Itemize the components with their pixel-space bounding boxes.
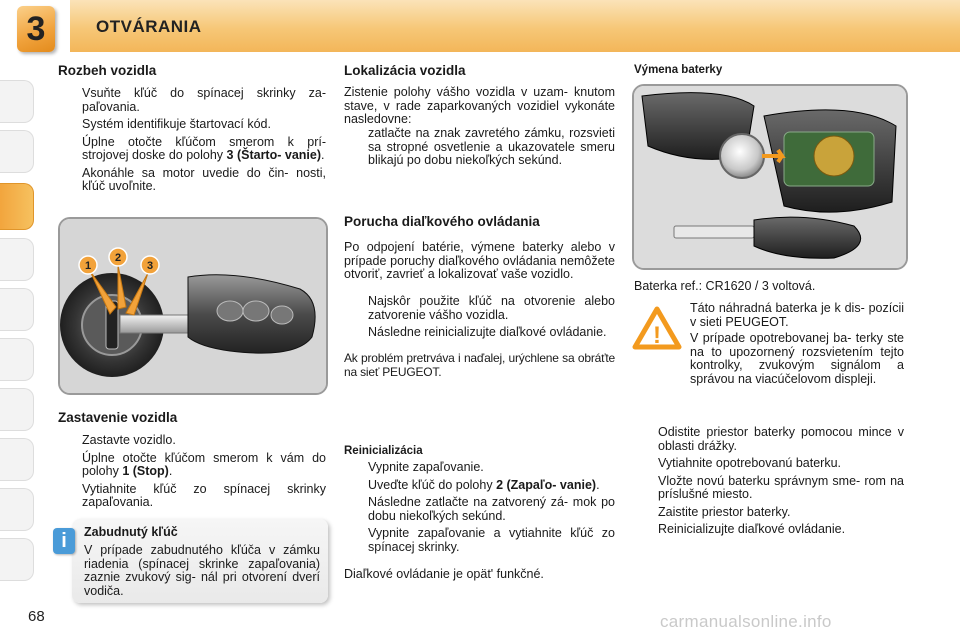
side-tab-9[interactable] <box>0 488 34 531</box>
ignition-image <box>60 219 326 393</box>
battery-step-1: Odistite priestor baterky pomocou mince v oblasti drážky. <box>658 425 904 453</box>
side-tab-5[interactable] <box>0 288 34 331</box>
side-tab-7[interactable] <box>0 388 34 431</box>
watermark: carmanualsonline.info <box>660 612 832 631</box>
side-tab-10[interactable] <box>0 538 34 581</box>
fault-step-2: Následne reinicializujte diaľkové ovládanie. <box>368 325 607 339</box>
stop-step-1: Zastavte vozidlo. <box>82 433 176 447</box>
page-number: 68 <box>28 608 45 625</box>
fault-step-1: Najskôr použite kľúč na otvorenie alebo zatvorenie vášho vozidla. <box>368 294 615 322</box>
note-text: V prípade zabudnutého kľúča v zámku riadenia (spínacej skrinke zapaľovania) zaznie zvukový sig- nál pri otvorení dverí vodiča. <box>84 543 320 598</box>
note-title: Zabudnutý kľúč <box>84 525 178 539</box>
warning-icon <box>632 306 682 350</box>
fault-intro: Po odpojení batérie, výmene baterky alebo v prípade poruchy diaľkového ovládania nemôžete otvoriť, zavrieť a lokalizovať vaše vozidlo. <box>344 240 615 281</box>
stop-list <box>58 434 326 514</box>
start-step-4: Akonáhle sa motor uvedie do čin- nosti, kľúč uvoľnite. <box>82 165 326 193</box>
warning-text-1: Táto náhradná baterka je k dis- pozícii v sieti PEUGEOT. <box>690 301 904 329</box>
callout-3-label: 3 <box>146 260 154 272</box>
reinit-list <box>344 461 615 558</box>
start-list <box>58 87 326 198</box>
warning-icon-glyph: ! <box>653 322 661 349</box>
side-tab-2[interactable] <box>0 130 34 173</box>
start-step-2: Systém identifikuje štartovací kód. <box>82 117 271 131</box>
locate-intro: Zistenie polohy vášho vozidla v uzam- knutom stave, v rade zaparkovaných vozidiel vykonáte nasledovne: <box>344 85 615 126</box>
side-tab-1[interactable] <box>0 80 34 123</box>
battery-illustration <box>632 84 908 270</box>
side-tab-4[interactable] <box>0 238 34 281</box>
side-tab-6[interactable] <box>0 338 34 381</box>
reinit-step-3: Následne zatlačte na zatvorený zá- mok po dobu niekoľkých sekúnd. <box>368 495 615 523</box>
callout-2-label: 2 <box>114 252 122 264</box>
fault-footer: Ak problém pretrváva i naďalej, urýchlene sa obráťte na sieť PEUGEOT. <box>344 351 615 379</box>
start-title: Rozbeh vozidla <box>58 63 157 78</box>
fault-list <box>344 295 615 344</box>
chapter-badge: 3 <box>17 6 55 52</box>
side-tab-3-active[interactable] <box>0 183 34 230</box>
battery-step-5: Reinicializujte diaľkové ovládanie. <box>658 522 846 536</box>
battery-title: Výmena baterky <box>634 64 723 76</box>
fault-title: Porucha diaľkového ovládania <box>344 214 540 229</box>
battery-ref: Baterka ref.: CR1620 / 3 voltová. <box>634 279 816 293</box>
battery-image <box>634 86 906 268</box>
battery-step-3: Vložte novú baterku správnym sme- rom na príslušné miesto. <box>658 473 904 501</box>
battery-steps <box>634 426 904 541</box>
ignition-key-illustration <box>58 217 328 395</box>
stop-title: Zastavenie vozidla <box>58 410 178 425</box>
stop-step-2: Úplne otočte kľúčom smerom k vám do polohy 1 (Stop). <box>82 450 326 478</box>
reinit-footer: Diaľkové ovládanie je opät' funkčné. <box>344 567 544 581</box>
stop-step-3: Vytiahnite kľúč zo spínacej skrinky zapaľovania. <box>82 481 326 509</box>
reinit-step-1: Vypnite zapaľovanie. <box>368 460 484 474</box>
reinit-title: Reinicializácia <box>344 445 423 457</box>
reinit-step-4: Vypnite zapaľovanie a vytiahnite kľúč zo spínacej skrinky. <box>368 526 615 554</box>
info-icon: i <box>53 528 75 554</box>
battery-step-4: Zaistite priestor baterky. <box>658 504 791 519</box>
reinit-step-2: Uveďte kľúč do polohy 2 (Zapaľo- vanie). <box>368 477 600 492</box>
page-title: OTVÁRANIA <box>96 17 202 36</box>
battery-step-2: Vytiahnite opotrebovanú baterku. <box>658 456 841 470</box>
start-step-1: Vsuňte kľúč do spínacej skrinky za- paľovania. <box>82 86 326 114</box>
side-tab-8[interactable] <box>0 438 34 481</box>
start-step-3: Úplne otočte kľúčom smerom k prí- strojovej doske do polohy 3 (Štarto- vanie). <box>82 134 326 162</box>
callout-1-label: 1 <box>84 260 92 272</box>
locate-title: Lokalizácia vozidla <box>344 63 466 78</box>
locate-list <box>344 127 615 172</box>
locate-step-1: zatlačte na znak zavretého zámku, rozsvieti sa stropné osvetlenie a ukazovatele smeru blikajú po dobu niekoľkých sekúnd. <box>368 126 615 167</box>
warning-text-2: V prípade opotrebovanej ba- terky ste na to upozornený rozsvietením tejto kontrolky, zvukovým signálom a správou na viacúčelovom displeji. <box>690 331 904 386</box>
